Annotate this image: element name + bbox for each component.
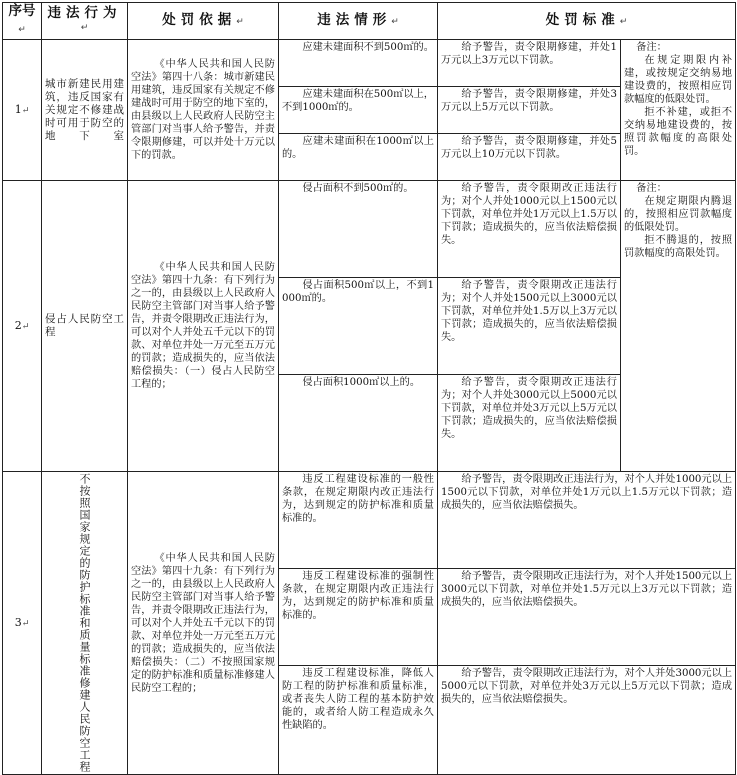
header-situation: 违法情形↵ xyxy=(279,3,438,40)
header-standard: 处罚标准↵ xyxy=(438,3,736,40)
violation-situation: 应建未建面积在500㎡以上，不到1000㎡的。 xyxy=(279,87,438,134)
header-no: 序号↵ xyxy=(3,3,42,40)
penalty-standards-table xyxy=(2,2,736,775)
header-act: 违法行为↵ xyxy=(42,3,128,40)
row-number: 2↵ xyxy=(3,181,42,472)
violation-situation: 应建未建面积在1000㎡以上的。 xyxy=(279,134,438,181)
violation-act: 城市新建民用建筑，违反国家有关规定不修建战时可用于防空的地下室 xyxy=(42,40,128,181)
violation-act: 侵占人民防空工程 xyxy=(42,181,128,472)
violation-act xyxy=(42,472,128,775)
violation-act-text: 不按照国家规定的防护标准和质量标准修建人民防空工程 xyxy=(78,473,91,773)
header-basis: 处罚依据↵ xyxy=(128,3,279,40)
penalty-basis: 《中华人民共和国人民防空法》第四十九条：有下列行为之一的，由县级以上人民政府人民防空主管部门对当事人给予警告，并责令限期改正违法行为，可以对个人并处五千元以下的罚款、对单位并处一万元至五万元的罚款；造成损失的，应当依法赔偿损失：（一）侵占人民防空工程的； xyxy=(128,181,279,472)
penalty-standard: 给予警告，责令限期修建，并处1万元以上3万元以下罚款。 xyxy=(438,40,621,87)
penalty-standard: 给予警告，责令限期修建，并处5万元以上10万元以下罚款。 xyxy=(438,134,621,181)
violation-situation: 侵占面积不到500㎡的。 xyxy=(279,181,438,278)
table-row xyxy=(3,472,736,569)
table-row xyxy=(3,40,736,87)
table-row xyxy=(3,181,736,278)
penalty-note xyxy=(621,40,736,181)
penalty-standard: 给予警告，责令限期改正违法行为，对个人并处1000元以上1500元以下罚款，对单位并处1万元以上1.5万元以下罚款；造成损失的，应当依法赔偿损失。 xyxy=(438,472,736,569)
row-number: 1↵ xyxy=(3,40,42,181)
header-row xyxy=(3,3,736,40)
note-line: 拒不补建，或拒不交纳易地建设费的，按照罚款幅度的高限处罚。 xyxy=(624,107,733,157)
penalty-standard: 给予警告，责令限期改正违法行为；对个人并处3000元以上5000元以下罚款，对单位并处3万元以上5万元以下罚款；造成损失的，应当依法赔偿损失。 xyxy=(438,375,621,472)
row-number: 3↵ xyxy=(3,472,42,775)
penalty-standard: 给予警告，责令限期改正违法行为，对个人并处3000元以上5000元以下罚款，对单位并处3万元以上5万元以下罚款；造成损失的，应当依法赔偿损失。 xyxy=(438,665,736,774)
violation-situation: 应建未建面积不到500㎡的。 xyxy=(279,40,438,87)
penalty-standard: 给予警告，责令限期改正违法行为，对个人并处1500元以上3000元以下罚款，对单位并处1.5万元以上3万元以下罚款；造成损失的，应当依法赔偿损失。 xyxy=(438,568,736,665)
penalty-standard: 给予警告，责令限期改正违法行为；对个人并处1500元以上3000元以下罚款，对单位并处1.5万以上3万元以下罚款；造成损失的，应当依法赔偿损失。 xyxy=(438,278,621,375)
penalty-basis: 《中华人民共和国人民防空法》第四十九条：有下列行为之一的，由县级以上人民政府人民防空主管部门对当事人给予警告，并责令限期改正违法行为，可以对个人并处五千元以下的罚款、对单位并处一万元至五万元的罚款；造成损失的，应当依法赔偿损失：（二）不按照国家规定的防护标准和质量标准修建人民防空工程的； xyxy=(128,472,279,775)
violation-situation: 违反工程建设标准的强制性条款，在规定期限内改正违法行为，达到规定的防护标准和质量标准的。 xyxy=(279,568,438,665)
violation-situation: 违反工程建设标准的一般性条款，在规定期限内改正违法行为，达到规定的防护标准和质量标准的。 xyxy=(279,472,438,569)
note-line: 在规定期限内补建，或按规定交纳易地建设费的，按照相应罚款幅度的低限处罚。 xyxy=(624,55,733,105)
penalty-basis: 《中华人民共和国人民防空法》第四十八条：城市新建民用建筑，违反国家有关规定不修建战时可用于防空的地下室的，由县级以上人民政府人民防空主管部门对当事人给予警告，并责令限期修建，可以并处十万元以下的罚款。 xyxy=(128,40,279,181)
note-line: 在规定期限内腾退的，按照相应罚款幅度的低限处罚。 xyxy=(624,196,733,233)
note-line: 拒不腾退的，按照罚款幅度的高限处罚。 xyxy=(624,235,733,259)
violation-situation: 违反工程建设标准，降低人防工程的防护标准和质量标准，或者丧失人防工程的基本防护效能的，或者给人防工程造成永久性缺陷的。 xyxy=(279,665,438,774)
violation-situation: 侵占面积500㎡以上，不到1000㎡的。 xyxy=(279,278,438,375)
note-title: 备注： xyxy=(636,183,667,194)
penalty-note xyxy=(621,181,736,472)
penalty-standard: 给予警告，责令限期改正违法行为；对个人并处1000元以上1500元以下罚款，对单位并处1万元以上1.5万以下罚款；造成损失的，应当依法赔偿损失。 xyxy=(438,181,621,278)
penalty-standard: 给予警告，责令限期修建，并处3万元以上5万元以下罚款。 xyxy=(438,87,621,134)
note-title: 备注： xyxy=(636,42,667,53)
violation-situation: 侵占面积1000㎡以上的。 xyxy=(279,375,438,472)
